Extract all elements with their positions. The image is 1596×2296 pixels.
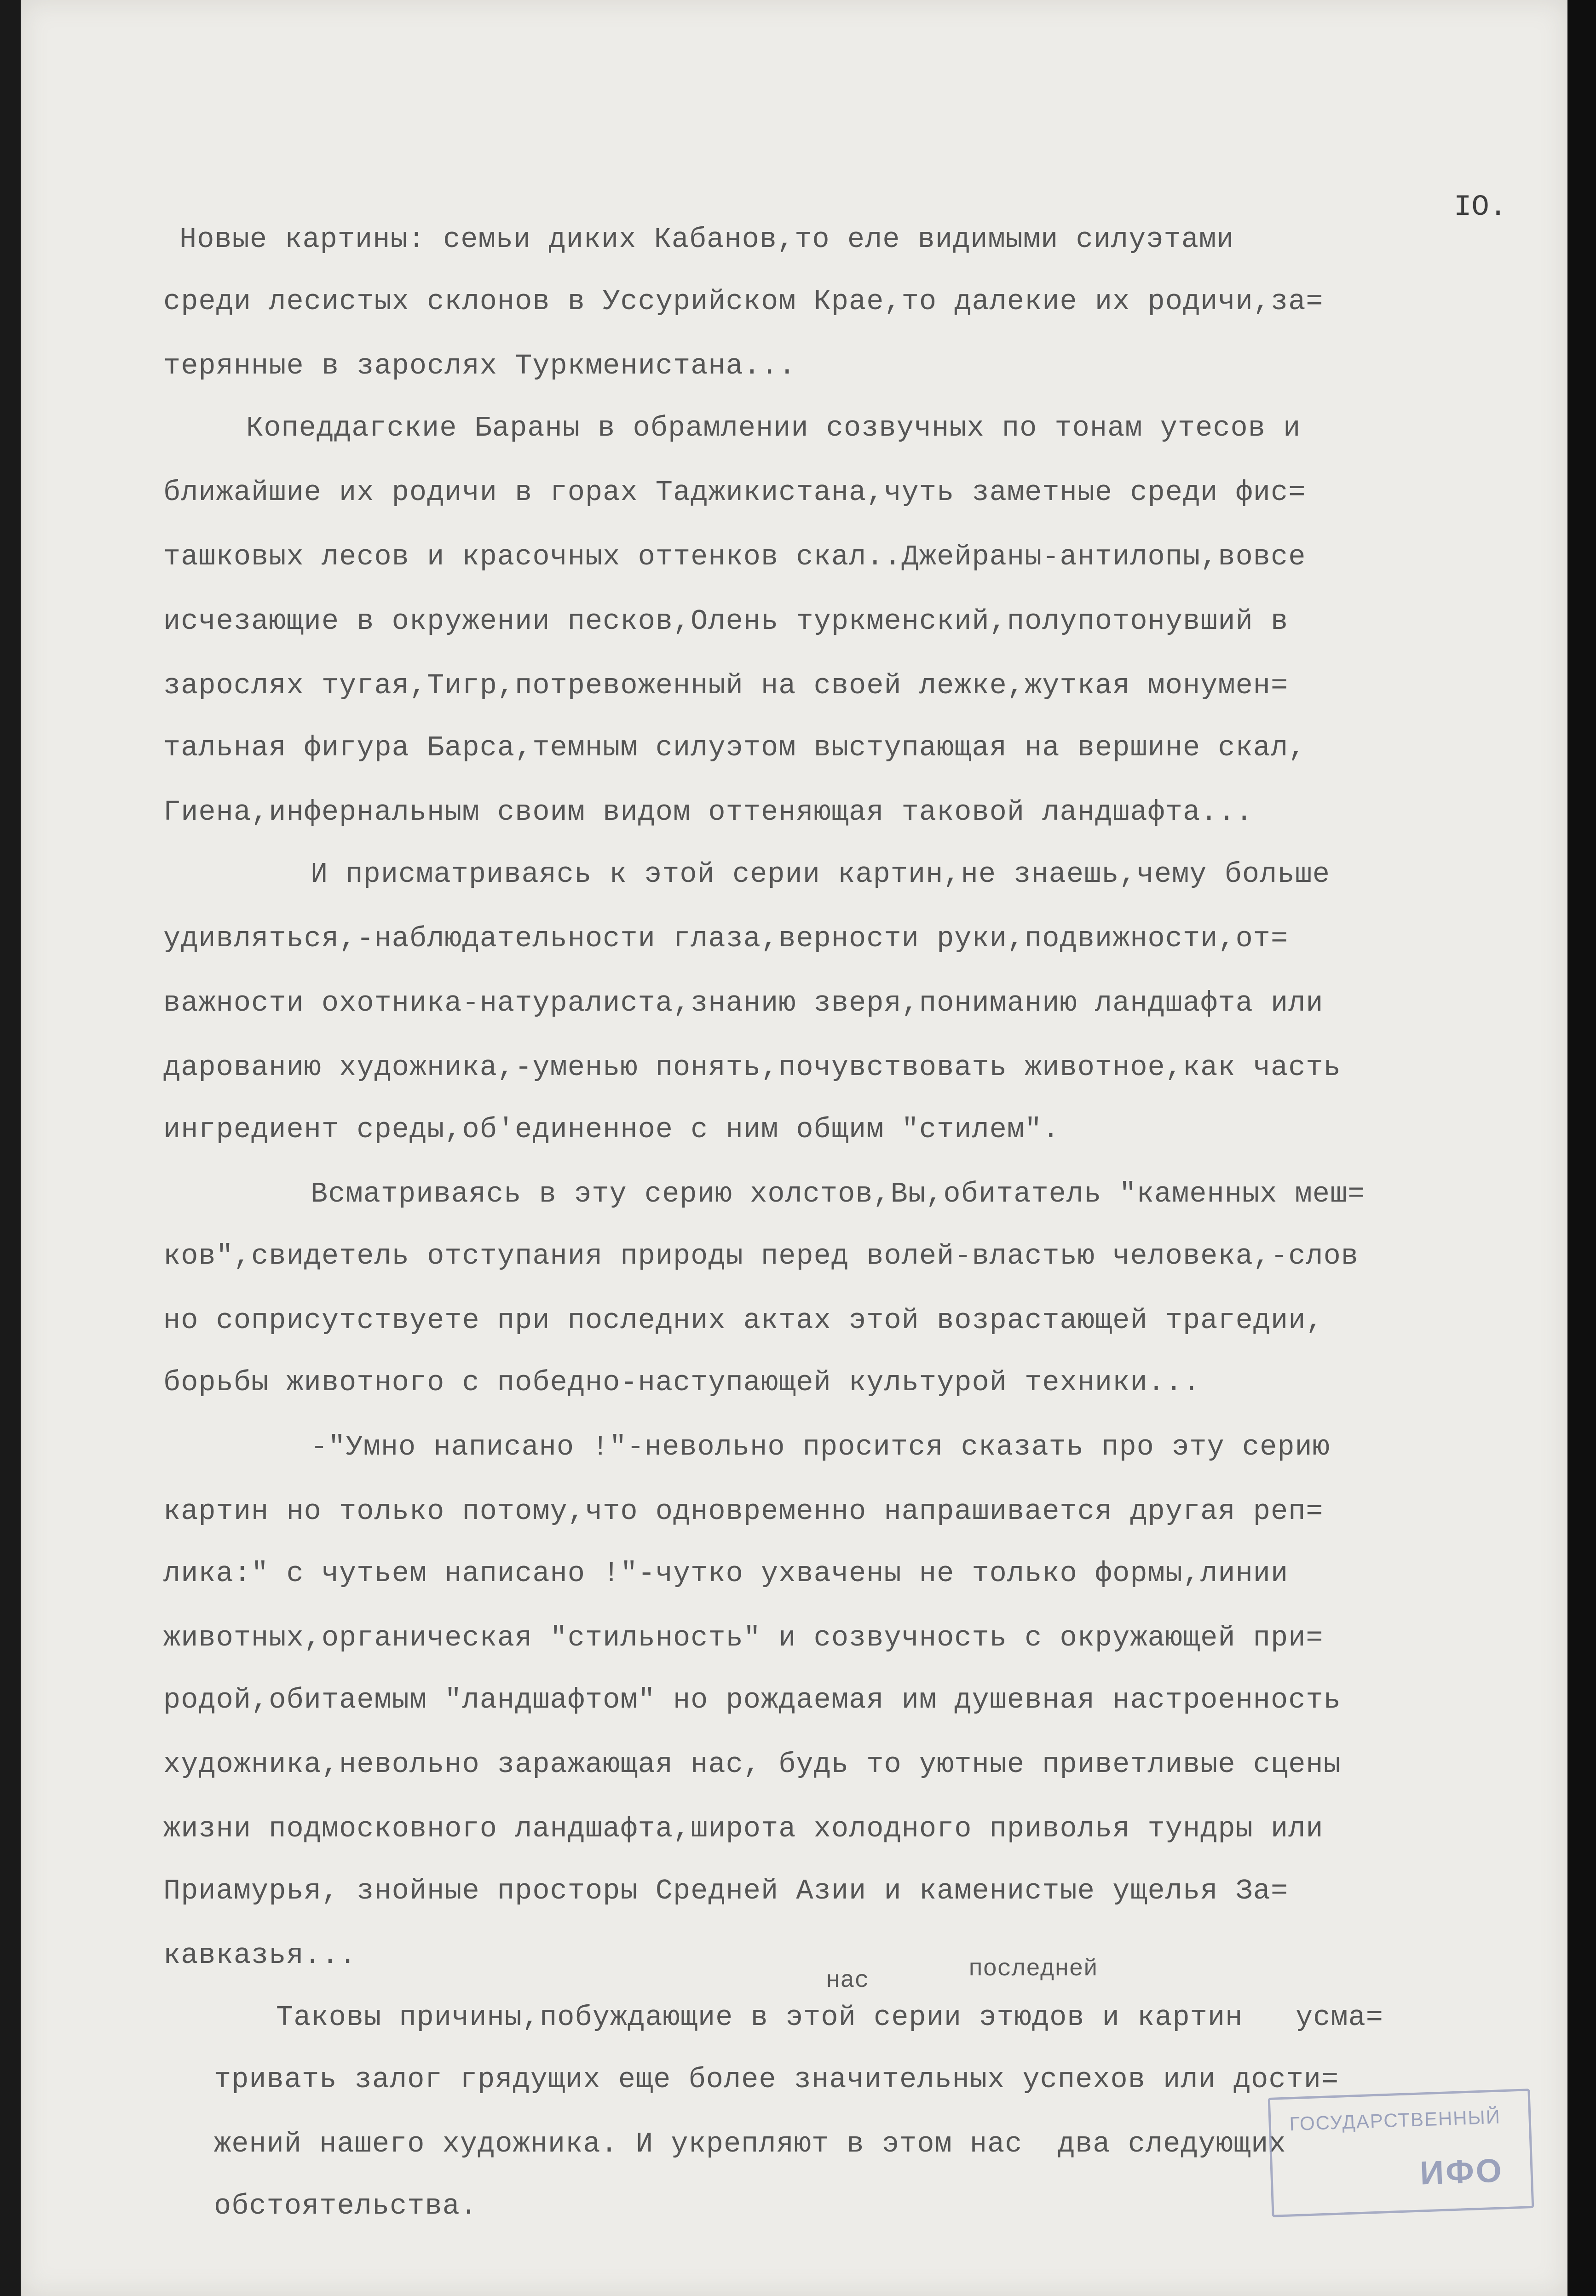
text-line-5: ближайшие их родичи в горах Таджикистана,чуть заметные среди фис= [163,476,1306,509]
text-line-26: жизни подмосковного ландшафта,широта холодного приволья тундры или [163,1813,1324,1845]
scan-border [1567,0,1596,2296]
text-line-21: картин но только потому,что одновременно напрашивается другая реп= [163,1495,1324,1528]
text-line-25: художника,невольно заражающая нас, будь то уютные приветливые сцены [163,1748,1341,1781]
text-line-15: ингредиент среды,об'единенное с ним общим "стилем". [163,1113,1060,1146]
text-line-18: но соприсутствуете при последних актах этой возрастающей трагедии, [163,1304,1324,1337]
text-line-22: лика:" с чутьем написано !"-чутко ухвачены не только формы,линии [163,1557,1289,1590]
text-line-6: ташковых лесов и красочных оттенков скал..Джейраны-антилопы,вовсе [163,541,1306,573]
handwritten-insert-posledney: последней [968,1956,1098,1983]
library-stamp [1268,2089,1534,2217]
text-line-16: Всматриваясь в эту серию холстов,Вы,обитатель "каменных меш= [311,1178,1366,1210]
text-line-14: дарованию художника,-уменью понять,почувствовать животное,как часть [163,1051,1341,1084]
text-line-7: исчезающие в окружении песков,Олень туркменский,полупотонувший в [163,605,1289,638]
text-line-11: И присматриваясь к этой серии картин,не знаешь,чему больше [311,858,1330,891]
text-line-10: Гиена,инфернальным своим видом оттеняющая таковой ландшафта... [163,796,1253,829]
text-line-28: кавказья... [163,1939,357,1972]
stamp-top-text: ГОСУДАРСТВЕННЫЙ [1289,2106,1501,2135]
text-line-2: среди лесистых склонов в Уссурийском Крае,то далекие их родичи,за= [163,285,1324,318]
text-line-8: зарослях тугая,Тигр,потревоженный на своей лежке,жуткая монумен= [163,669,1289,702]
text-line-19: борьбы животного с победно-наступающей культурой техники... [163,1366,1201,1399]
text-line-3: терянные в зарослях Туркменистана... [163,350,796,382]
document-page [21,0,1567,2296]
text-line-32: обстоятельства. [214,2190,478,2222]
text-line-27: Приамурья, знойные просторы Средней Азии и каменистые ущелья За= [163,1875,1289,1907]
text-line-30: тривать залог грядущих еще более значительных успехов или дости= [214,2063,1339,2096]
text-line-31: жений нашего художника. И укрепляют в этом нас два следующих [214,2128,1286,2160]
text-line-29: Таковы причины,побуждающие в этой серии этюдов и картин усма= [276,2001,1383,2034]
text-line-20: -"Умно написано !"-невольно просится сказать про эту серию [311,1431,1330,1463]
stamp-bottom-text: ИФО [1419,2152,1504,2192]
text-line-1: Новые картины: семьи диких Кабанов,то еле видимыми силуэтами [179,223,1234,256]
handwritten-insert-nas: нас [826,1967,869,1994]
text-line-4: Копеддагские Бараны в обрамлении созвучных по тонам утесов и [246,412,1301,444]
text-line-17: ков",свидетель отступания природы перед волей-властью человека,-слов [163,1240,1359,1272]
text-line-23: животных,органическая "стильность" и созвучность с окружающей при= [163,1622,1324,1654]
text-line-13: важности охотника-натуралиста,знанию зверя,пониманию ландшафта или [163,987,1324,1019]
text-line-24: родой,обитаемым "ландшафтом" но рождаемая им душевная настроенность [163,1684,1341,1716]
text-line-9: тальная фигура Барса,темным силуэтом выступающая на вершине скал, [163,731,1306,764]
page-number: IO. [1454,191,1507,224]
text-line-12: удивляться,-наблюдательности глаза,верности руки,подвижности,от= [163,922,1289,955]
